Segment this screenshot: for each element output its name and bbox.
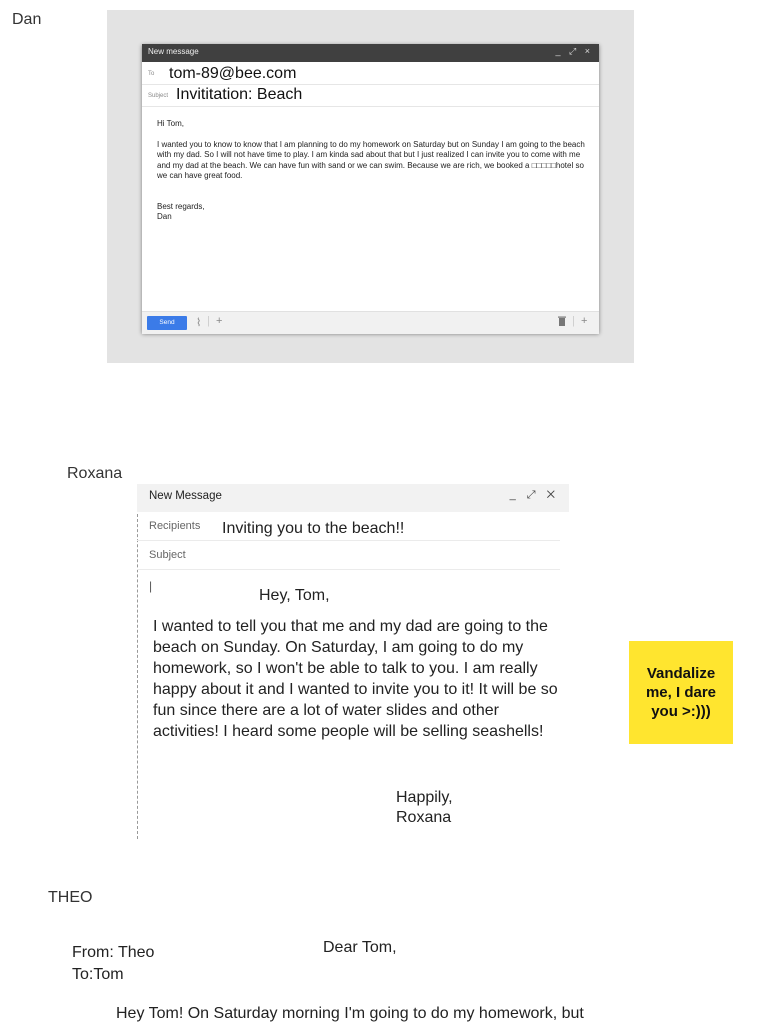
dan-signature: Dan — [157, 212, 172, 221]
roxana-window-controls[interactable]: _ ⤢ ✕ — [509, 489, 559, 501]
dan-to-row[interactable] — [142, 63, 599, 85]
theo-to-label: To: — [72, 966, 94, 983]
dan-subject-row[interactable] — [142, 85, 599, 107]
footer-divider-right: | — [572, 315, 575, 327]
dan-subject-field[interactable]: Invititation: Beach — [176, 86, 303, 103]
footer-divider: | — [207, 315, 210, 327]
dan-subject-label: Subject — [148, 93, 169, 99]
dan-message-body[interactable] — [157, 119, 587, 223]
sticky-note-text: Vandalize me, I dare you >:))) — [645, 665, 717, 720]
roxana-recipients-field[interactable]: Inviting you to the beach!! — [222, 520, 405, 537]
dan-to-label: To — [148, 71, 155, 77]
roxana-body-text[interactable]: I wanted to tell you that me and my dad are going to the beach on Sunday. On Saturday, I am going to do my homework, so I won't be able to talk to you. I am really happy about it and I wanted to invite you to it! It will be so fun since there are a lot of water slides and other activities! I heard some people will be selling seashells! — [153, 618, 558, 740]
dan-to-field[interactable]: tom-89@bee.com — [169, 65, 297, 82]
text-cursor: | — [149, 579, 153, 593]
theo-name-label: THEO — [48, 889, 93, 906]
roxana-titlebar — [137, 484, 569, 512]
attach-icon[interactable]: ⌇ — [196, 317, 202, 329]
theo-body-text[interactable]: Hey Tom! On Saturday morning I'm going to do my homework, but — [116, 1005, 584, 1022]
roxana-subject-label: Subject — [149, 549, 186, 561]
roxana-greeting: Hey, Tom, — [259, 587, 330, 604]
roxana-closing: Happily, — [396, 789, 453, 806]
dan-greeting: Hi Tom, — [157, 119, 184, 128]
dan-window-title: New message — [148, 47, 199, 56]
dan-titlebar — [142, 44, 599, 62]
roxana-recipients-row[interactable] — [137, 512, 560, 541]
sticky-note[interactable] — [629, 641, 733, 744]
dan-closing: Best regards, — [157, 201, 205, 211]
theo-from-label: From: — [72, 944, 114, 961]
roxana-subject-row[interactable] — [137, 541, 560, 570]
roxana-name-label: Roxana — [67, 465, 123, 482]
dan-compose-window — [142, 44, 599, 333]
dan-name-label: Dan — [12, 11, 42, 28]
theo-from-line — [72, 944, 154, 962]
dan-footer-toolbar — [142, 311, 599, 334]
more-icon[interactable]: + — [581, 315, 588, 327]
theo-from-value[interactable]: Theo — [117, 944, 155, 961]
roxana-recipients-label: Recipients — [149, 520, 201, 532]
roxana-compose-window — [137, 484, 569, 839]
roxana-window-title: New Message — [149, 490, 222, 502]
more-options-icon[interactable]: + — [216, 315, 223, 327]
dan-window-controls[interactable]: _ ⤢ × — [555, 46, 593, 56]
theo-to-line — [72, 966, 124, 984]
theo-to-value[interactable]: Tom — [93, 966, 124, 983]
theo-greeting: Dear Tom, — [323, 939, 397, 956]
dan-body-text: I wanted you to know to know that I am planning to do my homework on Saturday but on Sunday I am going to the beach with my dad. So I will not have time to play. I am kinda sad about that but I just realized I can invite you to come with me and my dad at the beach. We can have fun with sand or we can swim. Because we are rich, we booked a □□□□□hotel so we can have great food. — [157, 139, 585, 180]
roxana-signature: Roxana — [396, 809, 452, 826]
send-button[interactable]: Send — [147, 316, 187, 330]
trash-icon[interactable] — [558, 316, 566, 329]
